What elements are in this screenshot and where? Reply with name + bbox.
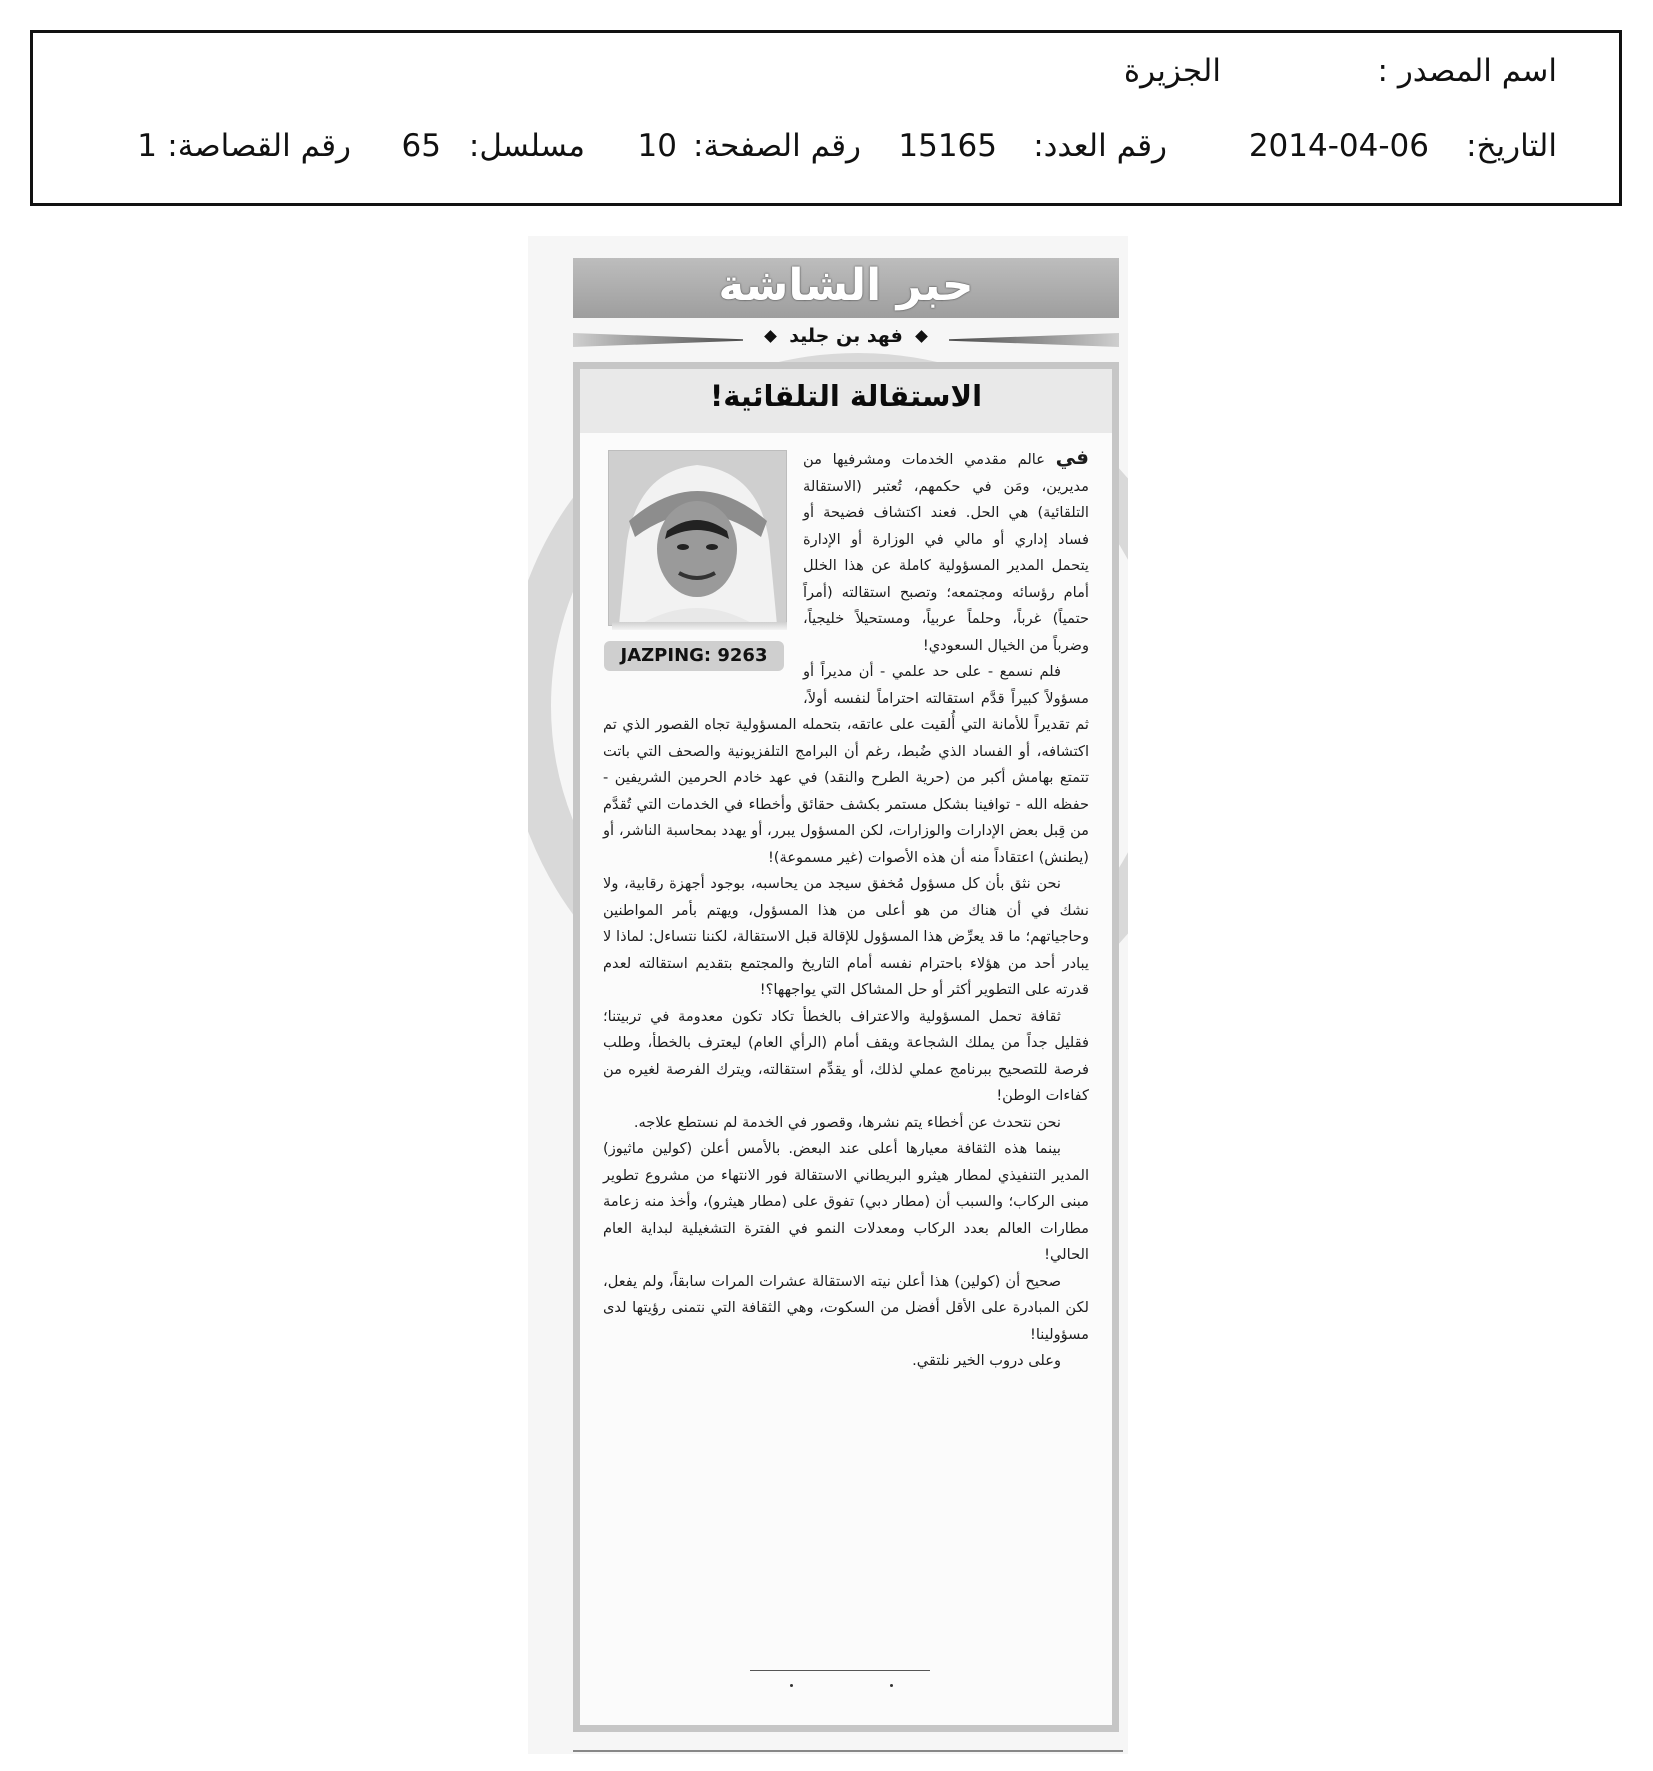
issue-value: 15165 <box>898 128 997 164</box>
clip-label: رقم القصاصة: <box>167 128 351 164</box>
paragraph-5: نحن نتحدث عن أخطاء يتم نشرها، وقصور في الخدمة لم نستطع علاجه. <box>633 1113 1061 1131</box>
metadata-box <box>30 30 1622 206</box>
lead-word: في <box>1055 445 1089 469</box>
byline <box>573 325 1119 347</box>
page-label: رقم الصفحة: <box>693 128 861 164</box>
diamond-icon <box>764 330 777 343</box>
source-row <box>73 53 1557 103</box>
photo-code-badge: JAZPING: 9263 <box>604 641 784 671</box>
details-row <box>73 128 1557 178</box>
paragraph-1-text: عالم مقدمي الخدمات ومشرفيها من مديرين، ومَن في حكمهم، تُعتبر (الاستقالة التلقائية) هي الحل. فعند اكتشاف فضيحة أو فساد إداري أو مالي في الوزارة أو الإدارة يتحمل المدير المسؤولية كاملة عن هذا الخلل أمام رؤسائه ومجتمعه؛ وتصبح استقالته (أمراً حتمياً) غرباً، وحلماً عربياً، ومستحيلاً خليجياً، وضرباً من الخيال السعودي! <box>803 451 1089 654</box>
article-headline: الاستقالة التلقائية! <box>709 379 983 413</box>
paragraph-7: صحيح أن (كولين) هذا أعلن نيته الاستقالة عشرات المرات سابقاً، ولم يفعل، لكن المبادرة على الأقل أفضل من السكوت، وهي الثقافة التي نتمنى رؤيتها لدى مسؤولينا! <box>603 1272 1089 1343</box>
end-dot <box>790 1684 793 1687</box>
clip-value: 1 <box>137 128 157 164</box>
end-dot <box>890 1684 893 1687</box>
date-value: 2014-04-06 <box>1248 128 1429 164</box>
source-value: الجزيرة <box>1123 53 1221 89</box>
byline-bar <box>573 325 1119 350</box>
headline-band <box>580 369 1112 433</box>
diamond-icon <box>915 330 928 343</box>
author-name: فهد بن جليد <box>789 325 903 347</box>
paragraph-3: نحن نثق بأن كل مسؤول مُخفق سيجد من يحاسبه، بوجود أجهزة رقابية، ولا نشك في أن هناك من هو أعلى من هذا المسؤول، ويهتم بأمر المواطنين وحاجياتهم؛ ما قد يعرِّض هذا المسؤول للإقالة قبل الاستقالة، لكننا نتساءل: لماذا لا يبادر أحد من هؤلاء باحترام نفسه أمام التاريخ والمجتمع بتقديم استقالته لعدم قدرته على التطوير أكثر أو حل المشاكل التي يواجهها؟! <box>603 875 1089 998</box>
serial-label: مسلسل: <box>468 128 585 164</box>
paragraph-8: وعلى دروب الخير نلتقي. <box>912 1352 1061 1369</box>
issue-label: رقم العدد: <box>1033 128 1167 164</box>
end-rule <box>750 1670 930 1671</box>
paragraph-6: بينما هذه الثقافة معيارها أعلى عند البعض. بالأمس أعلن (كولين ماثيوز) المدير التنفيذي لمطار هيثرو البريطاني الاستقالة فور الانتهاء من مشروع تطوير مبنى الركاب؛ والسبب أن (مطار دبي) تفوق على (مطار هيثرو)، وأخذ منه زعامة مطارات العالم بعدد الركاب ومعدلات النمو في الفترة التشغيلية لبداية العام الحالي! <box>603 1140 1089 1263</box>
photo-spacer <box>603 444 803 690</box>
paragraph-4: ثقافة تحمل المسؤولية والاعتراف بالخطأ تكاد تكون معدومة في تربيتنا؛ فقليل جداً من يملك الشجاعة ويقف أمام (الرأي العام) ليعترف بالخطأ، وطلب فرصة للتصحيح ببرنامج عملي لذلك، أو يقدِّم استقالته، ويترك الفرصة لغيره من كفاءات الوطن! <box>603 1007 1089 1104</box>
column-masthead <box>573 258 1119 318</box>
source-label: اسم المصدر : <box>1377 53 1557 89</box>
date-label: التاريخ: <box>1466 128 1557 164</box>
serial-value: 65 <box>401 128 441 164</box>
paragraph-2: فلم نسمع - على حد علمي - أن مديراً أو مسؤولاً كبيراً قدَّم استقالته احتراماً لنفسه أولاً، ثم تقديراً للأمانة التي أُلقيت على عاتقه، بتحمله المسؤولية تجاه القصور الذي تم اكتشافه، أو الفساد الذي ضُبط، رغم أن البرامج التلفزيونية والصحف التي باتت تتمتع بهامش أكبر من (حرية الطرح والنقد) في عهد خادم الحرمين الشريفين - حفظه الله - توافينا بشكل مستمر بكشف حقائق وأخطاء في الخدمات التي تُقدَّم من قِبل بعض الإدارات والوزارات، لكن المسؤول يبرر، أو يهدد بمحاسبة الناشر، أو (يطنش) اعتقاداً منه أن هذه الأصوات (غير مسموعة)! <box>603 663 1089 866</box>
column-name: حبر الشاشة <box>718 260 974 311</box>
page-value: 10 <box>637 128 677 164</box>
bottom-rule <box>573 1750 1123 1752</box>
article-body <box>603 444 1089 1375</box>
